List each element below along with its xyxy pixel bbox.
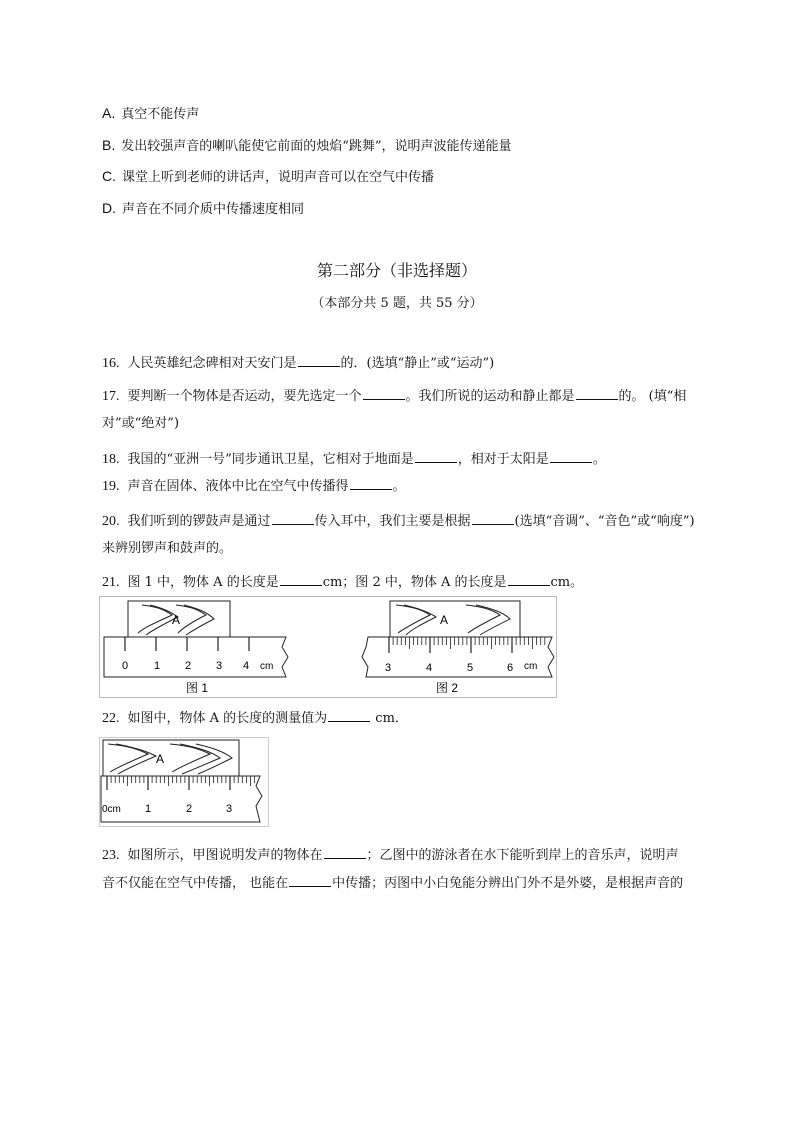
- ruler-tick-label: 4: [243, 660, 250, 672]
- option-c: [102, 167, 434, 187]
- question-21: [102, 573, 583, 592]
- ruler-tick-label: 1: [154, 660, 161, 672]
- ruler-figures-svg: [100, 597, 556, 697]
- option-text: 发出较强声音的喇叭能使它前面的烛焰“跳舞”，说明声波能传递能量: [121, 139, 512, 154]
- ruler-unit: cm: [524, 661, 538, 672]
- question-text: 要判断一个物体是否运动，要先选定一个: [127, 389, 362, 404]
- answer-blank[interactable]: [350, 477, 392, 490]
- question-19: [102, 477, 406, 496]
- ruler-figure2: [362, 637, 554, 677]
- figure-ruler-1-2: [99, 596, 557, 698]
- question-text: 音不仅能在空气中传播， 也能在: [102, 876, 289, 891]
- question-text: 图 1 中，物体 A 的长度是: [127, 575, 279, 590]
- option-letter: B.: [102, 137, 116, 153]
- object-a-figure3: [103, 740, 239, 776]
- object-label: A: [172, 613, 181, 627]
- answer-blank[interactable]: [576, 387, 618, 400]
- answer-blank[interactable]: [363, 387, 405, 400]
- question-text: 声音在固体、液体中比在空气中传播得: [127, 479, 349, 494]
- question-text: 。: [592, 452, 606, 467]
- ruler-tick-label: 3: [226, 803, 233, 815]
- question-20-line2: 来辨别锣声和鼓声的。: [102, 541, 233, 556]
- option-text: 课堂上听到老师的讲话声，说明声音可以在空气中传播: [122, 170, 435, 185]
- object-a-figure1: [128, 601, 230, 637]
- answer-blank[interactable]: [472, 512, 514, 525]
- object-label: A: [156, 752, 165, 766]
- ruler-tick-label: 0: [122, 660, 129, 672]
- part-title: 第二部分（非选择题）: [316, 261, 477, 280]
- answer-blank[interactable]: [289, 874, 331, 887]
- answer-blank[interactable]: [280, 573, 322, 586]
- ruler-tick-label: 2: [185, 660, 192, 672]
- answer-blank[interactable]: [508, 573, 550, 586]
- question-text: 。: [392, 479, 406, 494]
- question-20: [102, 512, 695, 531]
- option-text: 真空不能传声: [121, 107, 200, 122]
- question-23-line2: [102, 874, 683, 893]
- question-number: 16.: [102, 356, 120, 371]
- answer-blank[interactable]: [272, 512, 314, 525]
- figure-ruler-3: [99, 737, 269, 827]
- answer-blank[interactable]: [324, 846, 366, 859]
- answer-blank[interactable]: [415, 450, 457, 463]
- question-text: (选填“音调”、“音色”或“响度”): [514, 514, 695, 529]
- option-b: [102, 136, 512, 156]
- ruler-tick-label: 5: [467, 662, 474, 674]
- option-letter: C.: [102, 168, 116, 184]
- ruler-tick-label: 2: [186, 803, 193, 815]
- question-text: 如图所示，甲图说明发声的物体在: [127, 848, 323, 863]
- question-number: 23.: [102, 848, 120, 863]
- figure-caption-1: 图 1: [186, 681, 209, 695]
- question-text: 的。 (填“相: [618, 389, 687, 404]
- object-a-figure2: [390, 601, 520, 637]
- figure-caption-2: 图 2: [436, 681, 459, 695]
- question-number: 18.: [102, 452, 120, 467]
- question-text: ，相对于太阳是: [457, 452, 549, 467]
- ruler-tick-label: 3: [216, 660, 223, 672]
- question-text: 。我们所说的运动和静止都是: [405, 389, 575, 404]
- question-number: 19.: [102, 479, 120, 494]
- answer-blank[interactable]: [550, 450, 592, 463]
- option-letter: A.: [102, 105, 116, 121]
- question-text: cm。: [550, 575, 584, 590]
- option-d: [102, 199, 304, 219]
- question-text: 传入耳中，我们主要是根据: [314, 514, 471, 529]
- question-number: 17.: [102, 389, 120, 404]
- question-16: [102, 354, 494, 373]
- question-text: 的．(选填“静止”或“运动”): [340, 356, 495, 371]
- question-text: 我国的“亚洲一号”同步通讯卫星，它相对于地面是: [127, 452, 414, 467]
- question-number: 21.: [102, 575, 120, 590]
- question-number: 22.: [102, 711, 120, 726]
- ruler-figure3-svg: [100, 738, 268, 826]
- option-a: [102, 104, 199, 124]
- question-17-line2: 对”或“绝对”): [102, 416, 180, 431]
- ruler-tick-label: 1: [145, 803, 152, 815]
- ruler-tick-label: 3: [385, 662, 392, 674]
- question-18: [102, 450, 606, 469]
- ruler-tick-label: 4: [426, 662, 433, 674]
- question-number: 20.: [102, 514, 120, 529]
- ruler-tick-label: 0cm: [102, 804, 121, 815]
- option-letter: D.: [102, 200, 116, 216]
- question-text: ；乙图中的游泳者在水下能听到岸上的音乐声，说明声: [366, 848, 679, 863]
- question-22: [102, 709, 408, 728]
- question-23: [102, 846, 679, 865]
- object-label: A: [440, 613, 449, 627]
- question-text: cm．: [371, 711, 408, 726]
- question-text: 人民英雄纪念碑相对天安门是: [127, 356, 297, 371]
- ruler-figure3: [101, 776, 262, 822]
- ruler-figure1: [104, 637, 288, 677]
- option-text: 声音在不同介质中传播速度相同: [122, 202, 305, 217]
- question-text: 中传播；丙图中小白兔能分辨出门外不是外婆，是根据声音的: [332, 876, 684, 891]
- question-text: 我们听到的锣鼓声是通过: [127, 514, 271, 529]
- part-subtitle: （本部分共 5 题，共 55 分）: [311, 296, 483, 311]
- question-17: [102, 387, 686, 406]
- answer-blank[interactable]: [298, 354, 340, 367]
- ruler-tick-label: 6: [507, 662, 514, 674]
- ruler-unit: cm: [260, 661, 274, 672]
- question-text: 如图中，物体 A 的长度的测量值为: [127, 711, 328, 726]
- answer-blank[interactable]: [328, 709, 370, 722]
- question-text: cm；图 2 中，物体 A 的长度是: [322, 575, 507, 590]
